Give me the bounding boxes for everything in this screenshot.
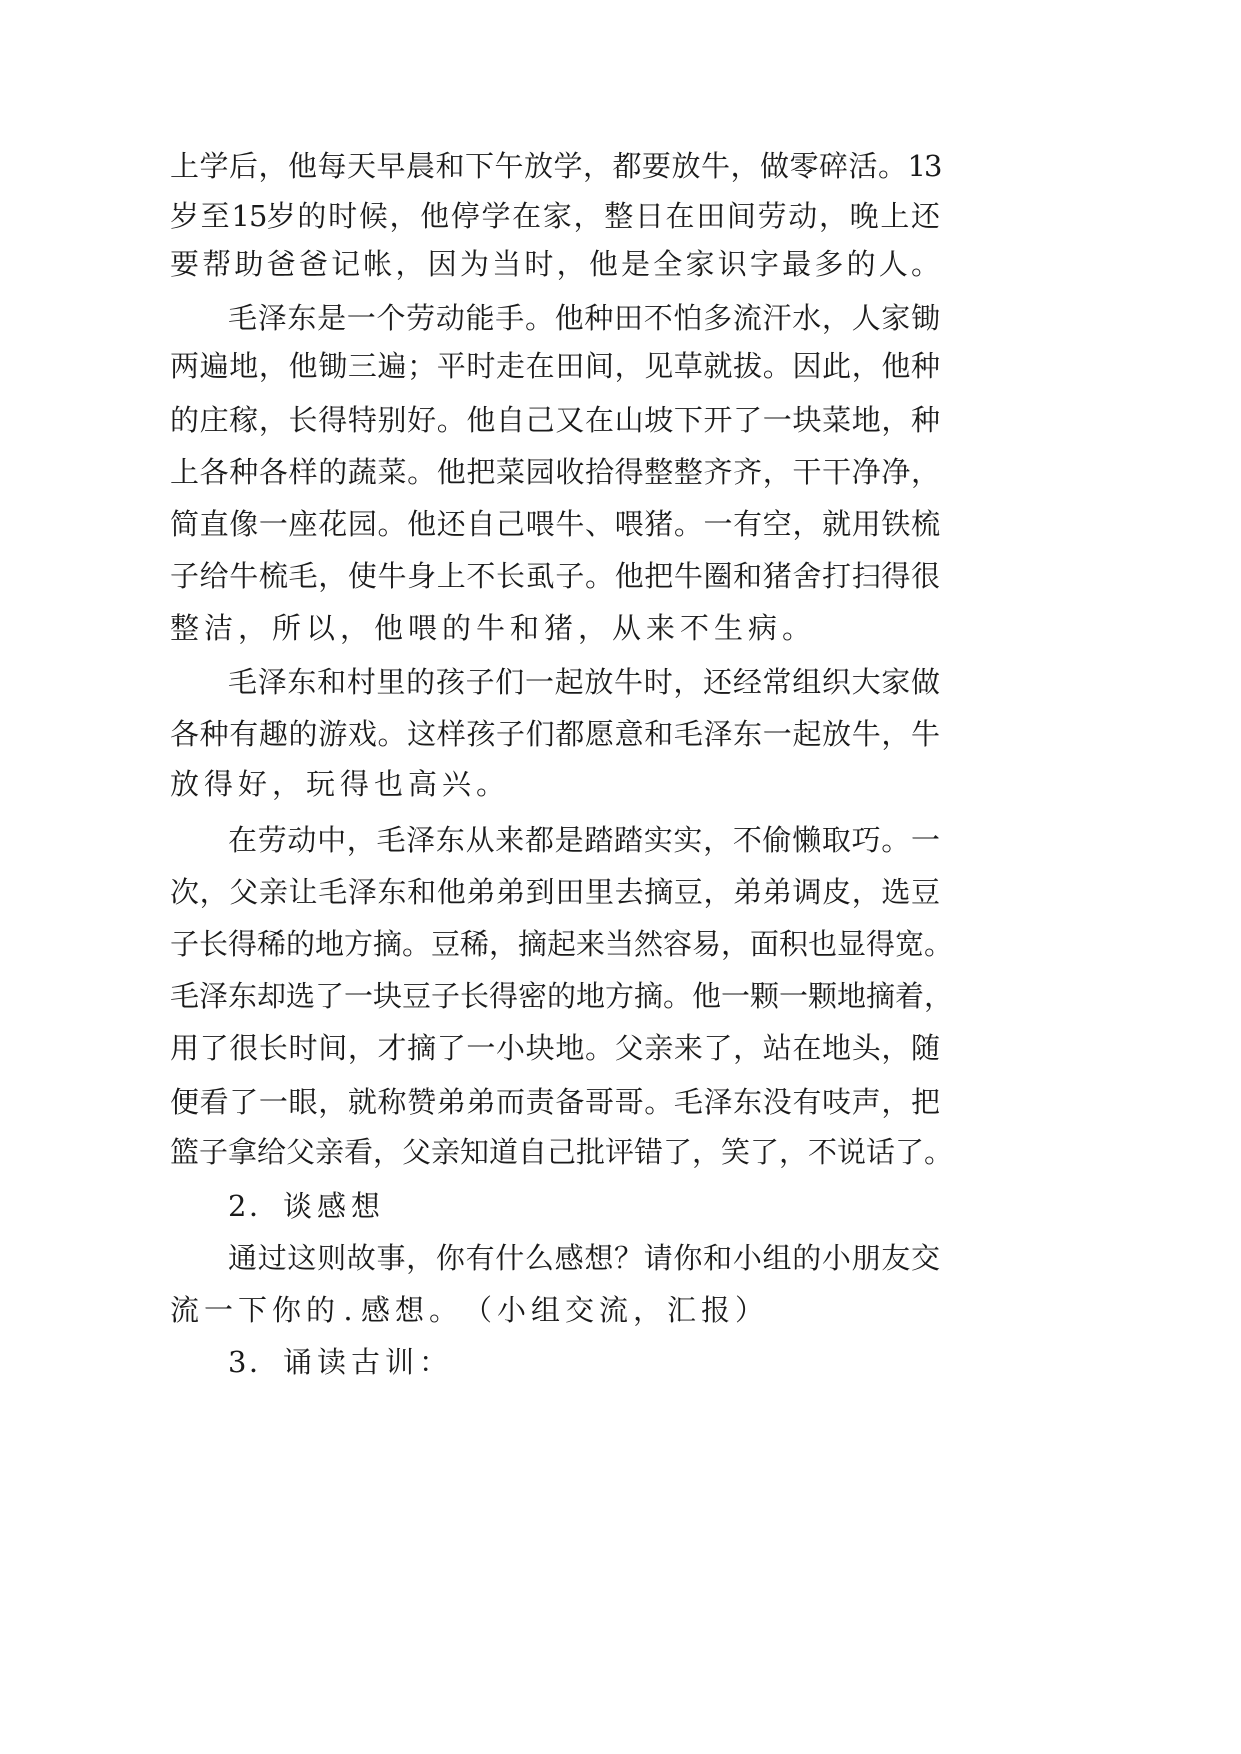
document-page: 上 学 后 ， 他 每 天 早 晨 和 下 午 放 学 ， 都 要 放 牛 ， 做 零 碎 活 。 1 3 岁 至 1 5 岁 的 时 候 ， 他 停 学 在 家 ， 整 日 在 田 间 劳 动 ， 晚 上 还 要 帮 助 爸 爸 记 帐 ， 因 为 当 时 ， 他 是 全 家 识 字 最 多 的 人 。 毛 泽 东 是 一 个 劳 动 能 手 。 他 种 田 不 怕 多 流 汗 水 ， 人 家 锄 两 遍 地 ， 他 锄 三 遍 ； 平 时 走 在 田 间 ， 见 草 就 拔 。 因 此 ， 他 种 的 庄 稼 ， 长 得 特 别 好 。 他 自 己 又 在 山 坡 下 开 了 一 块 菜 地 ， 种 上 各 种 各 样 的 蔬 菜 。 他 把 菜 园 收 拾 得 整 整 齐 齐 ， 干 干 净 净 ， 简 直 像 一 座 花 园 。 他 还 自 己 喂 牛 、 喂 猪 。 一 有 空 ， 就 用 铁 梳 子 给 牛 梳 毛 ， 使 牛 身 上 不 长 虱 子 。 他 把 牛 圈 和 猪 舍 打 扫 得 很 整 洁 ， 所 以 ， 他 喂 的 牛 和 猪 ， 从 来 不 生 病 。 毛 泽 东 和 村 里 的 孩 子 们 一 起 放 牛 时 ， 还 经 常 组 织 大 家 做 各 种 有 趣 的 游 戏 。 这 样 孩 子 们 都 愿 意 和 毛 泽 东 一 起 放 牛 ， 牛 放 得 好 ， 玩 得 也 高 兴 。 在 劳 动 中 ， 毛 泽 东 从 来 都 是 踏 踏 实 实 ， 不 偷 懒 取 巧 。 一 次 ， 父 亲 让 毛 泽 东 和 他 弟 弟 到 田 里 去 摘 豆 ， 弟 弟 调 皮 ， 选 豆 子 长 得 稀 的 地 方 摘 。 豆 稀 ， 摘 起 来 当 然 容 易 ， 面 积 也 显 得 宽 。 毛 泽 东 却 选 了 一 块 豆 子 长 得 密 的 地 方 摘 。 他 一 颗 一 颗 地 摘 着 ， 用 了 很 长 时 间 ， 才 摘 了 一 小 块 地 。 父 亲 来 了 ， 站 在 地 头 ， 随 便 看 了 一 眼 ， 就 称 赞 弟 弟 而 责 备 哥 哥 。 毛 泽 东 没 有 吱 声 ， 把 篮 子 拿 给 父 亲 看 ， 父 亲 知 道 自 己 批 评 错 了 ， 笑 了 ， 不 说 话 了 。 2 ． 谈 感 想 通 过 这 则 故 事 ， 你 有 什 么 感 想 ？ 请 你 和 小 组 的 小 朋 友 交 流 一 下 你 的 . 感 想 。 （ 小 组 交 流 ， 汇 报 ） 3 ． 诵 读 古 训 ： — [170, 149, 954, 1379]
